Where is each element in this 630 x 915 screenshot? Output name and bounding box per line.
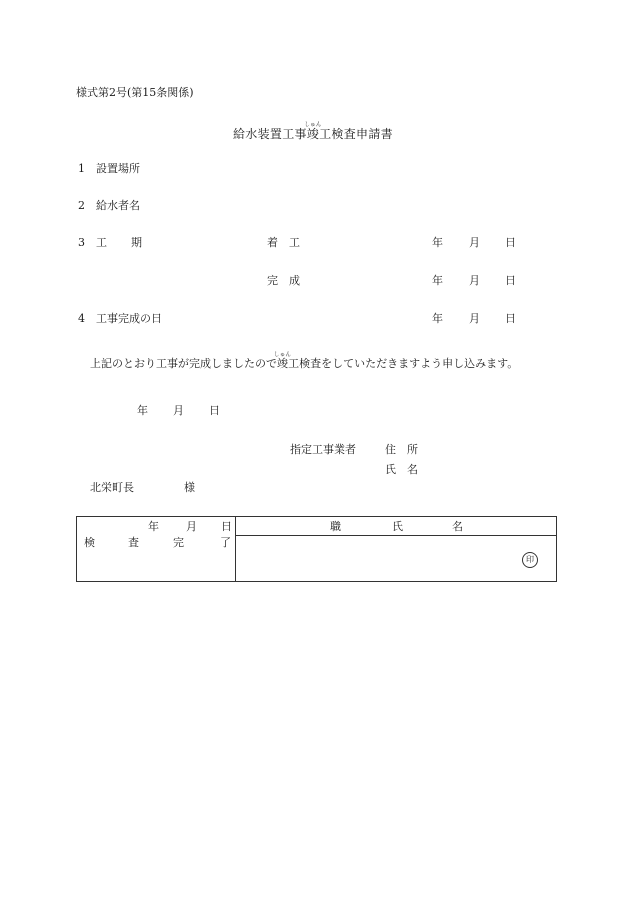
period-complete-label: 完 成	[267, 274, 300, 287]
inspection-label-char: 査	[128, 536, 139, 549]
inspection-table	[76, 516, 557, 582]
statement-prefix: 上記のとおり工事が完成しましたので	[90, 357, 277, 370]
name-label: 氏 名	[385, 463, 418, 476]
date-year: 年	[148, 520, 159, 533]
statement-suffix: 工検査をしていただきますよう申し込みます。	[288, 357, 519, 370]
date-day: 日	[505, 236, 516, 249]
period-start-label: 着 工	[267, 236, 300, 249]
item-4-number: 4	[78, 312, 85, 325]
date-month: 月	[173, 404, 184, 417]
date-day: 日	[505, 312, 516, 325]
title-ruby-base: 竣	[304, 127, 322, 141]
application-statement	[90, 352, 518, 369]
item-2-label: 給水者名	[96, 199, 140, 212]
official-header-char: 氏	[392, 520, 403, 533]
official-header-char: 職	[330, 520, 341, 533]
addressee: 北栄町長	[90, 481, 134, 494]
title-suffix: 工検査申請書	[319, 127, 393, 141]
contractor-label: 指定工事業者	[290, 443, 356, 456]
address-label: 住 所	[385, 443, 418, 456]
date-month: 月	[469, 274, 480, 287]
honorific: 様	[184, 481, 195, 494]
title-prefix: 給水装置工事	[233, 127, 307, 141]
date-year: 年	[432, 312, 443, 325]
statement-ruby	[274, 352, 292, 370]
item-3-number: 3	[78, 236, 85, 249]
item-3-label-char1: 工	[96, 236, 107, 249]
seal-mark: 印	[522, 552, 538, 568]
inspection-label-char: 了	[220, 536, 231, 549]
title-ruby-text: しゅん	[304, 122, 322, 128]
date-day: 日	[505, 274, 516, 287]
item-2-number: 2	[78, 199, 85, 212]
item-3-label-char2: 期	[131, 236, 142, 249]
item-1-label: 設置場所	[96, 162, 140, 175]
form-number: 様式第2号(第15条関係)	[76, 86, 194, 99]
statement-ruby-text: しゅん	[274, 352, 292, 358]
official-signature-cell	[236, 536, 557, 582]
official-header-char: 名	[452, 520, 463, 533]
official-header-cell	[236, 517, 557, 536]
title-ruby	[304, 122, 322, 141]
date-month: 月	[186, 520, 197, 533]
inspection-label-char: 完	[173, 536, 184, 549]
date-year: 年	[137, 404, 148, 417]
date-day: 日	[209, 404, 220, 417]
inspection-label-char: 検	[84, 536, 95, 549]
date-year: 年	[432, 236, 443, 249]
date-year: 年	[432, 274, 443, 287]
page-title	[233, 122, 393, 140]
statement-ruby-base: 竣	[274, 357, 292, 370]
date-month: 月	[469, 236, 480, 249]
inspection-date-cell	[77, 517, 236, 582]
date-month: 月	[469, 312, 480, 325]
item-1-number: 1	[78, 162, 85, 175]
date-day: 日	[221, 520, 232, 533]
item-4-label: 工事完成の日	[96, 312, 162, 325]
